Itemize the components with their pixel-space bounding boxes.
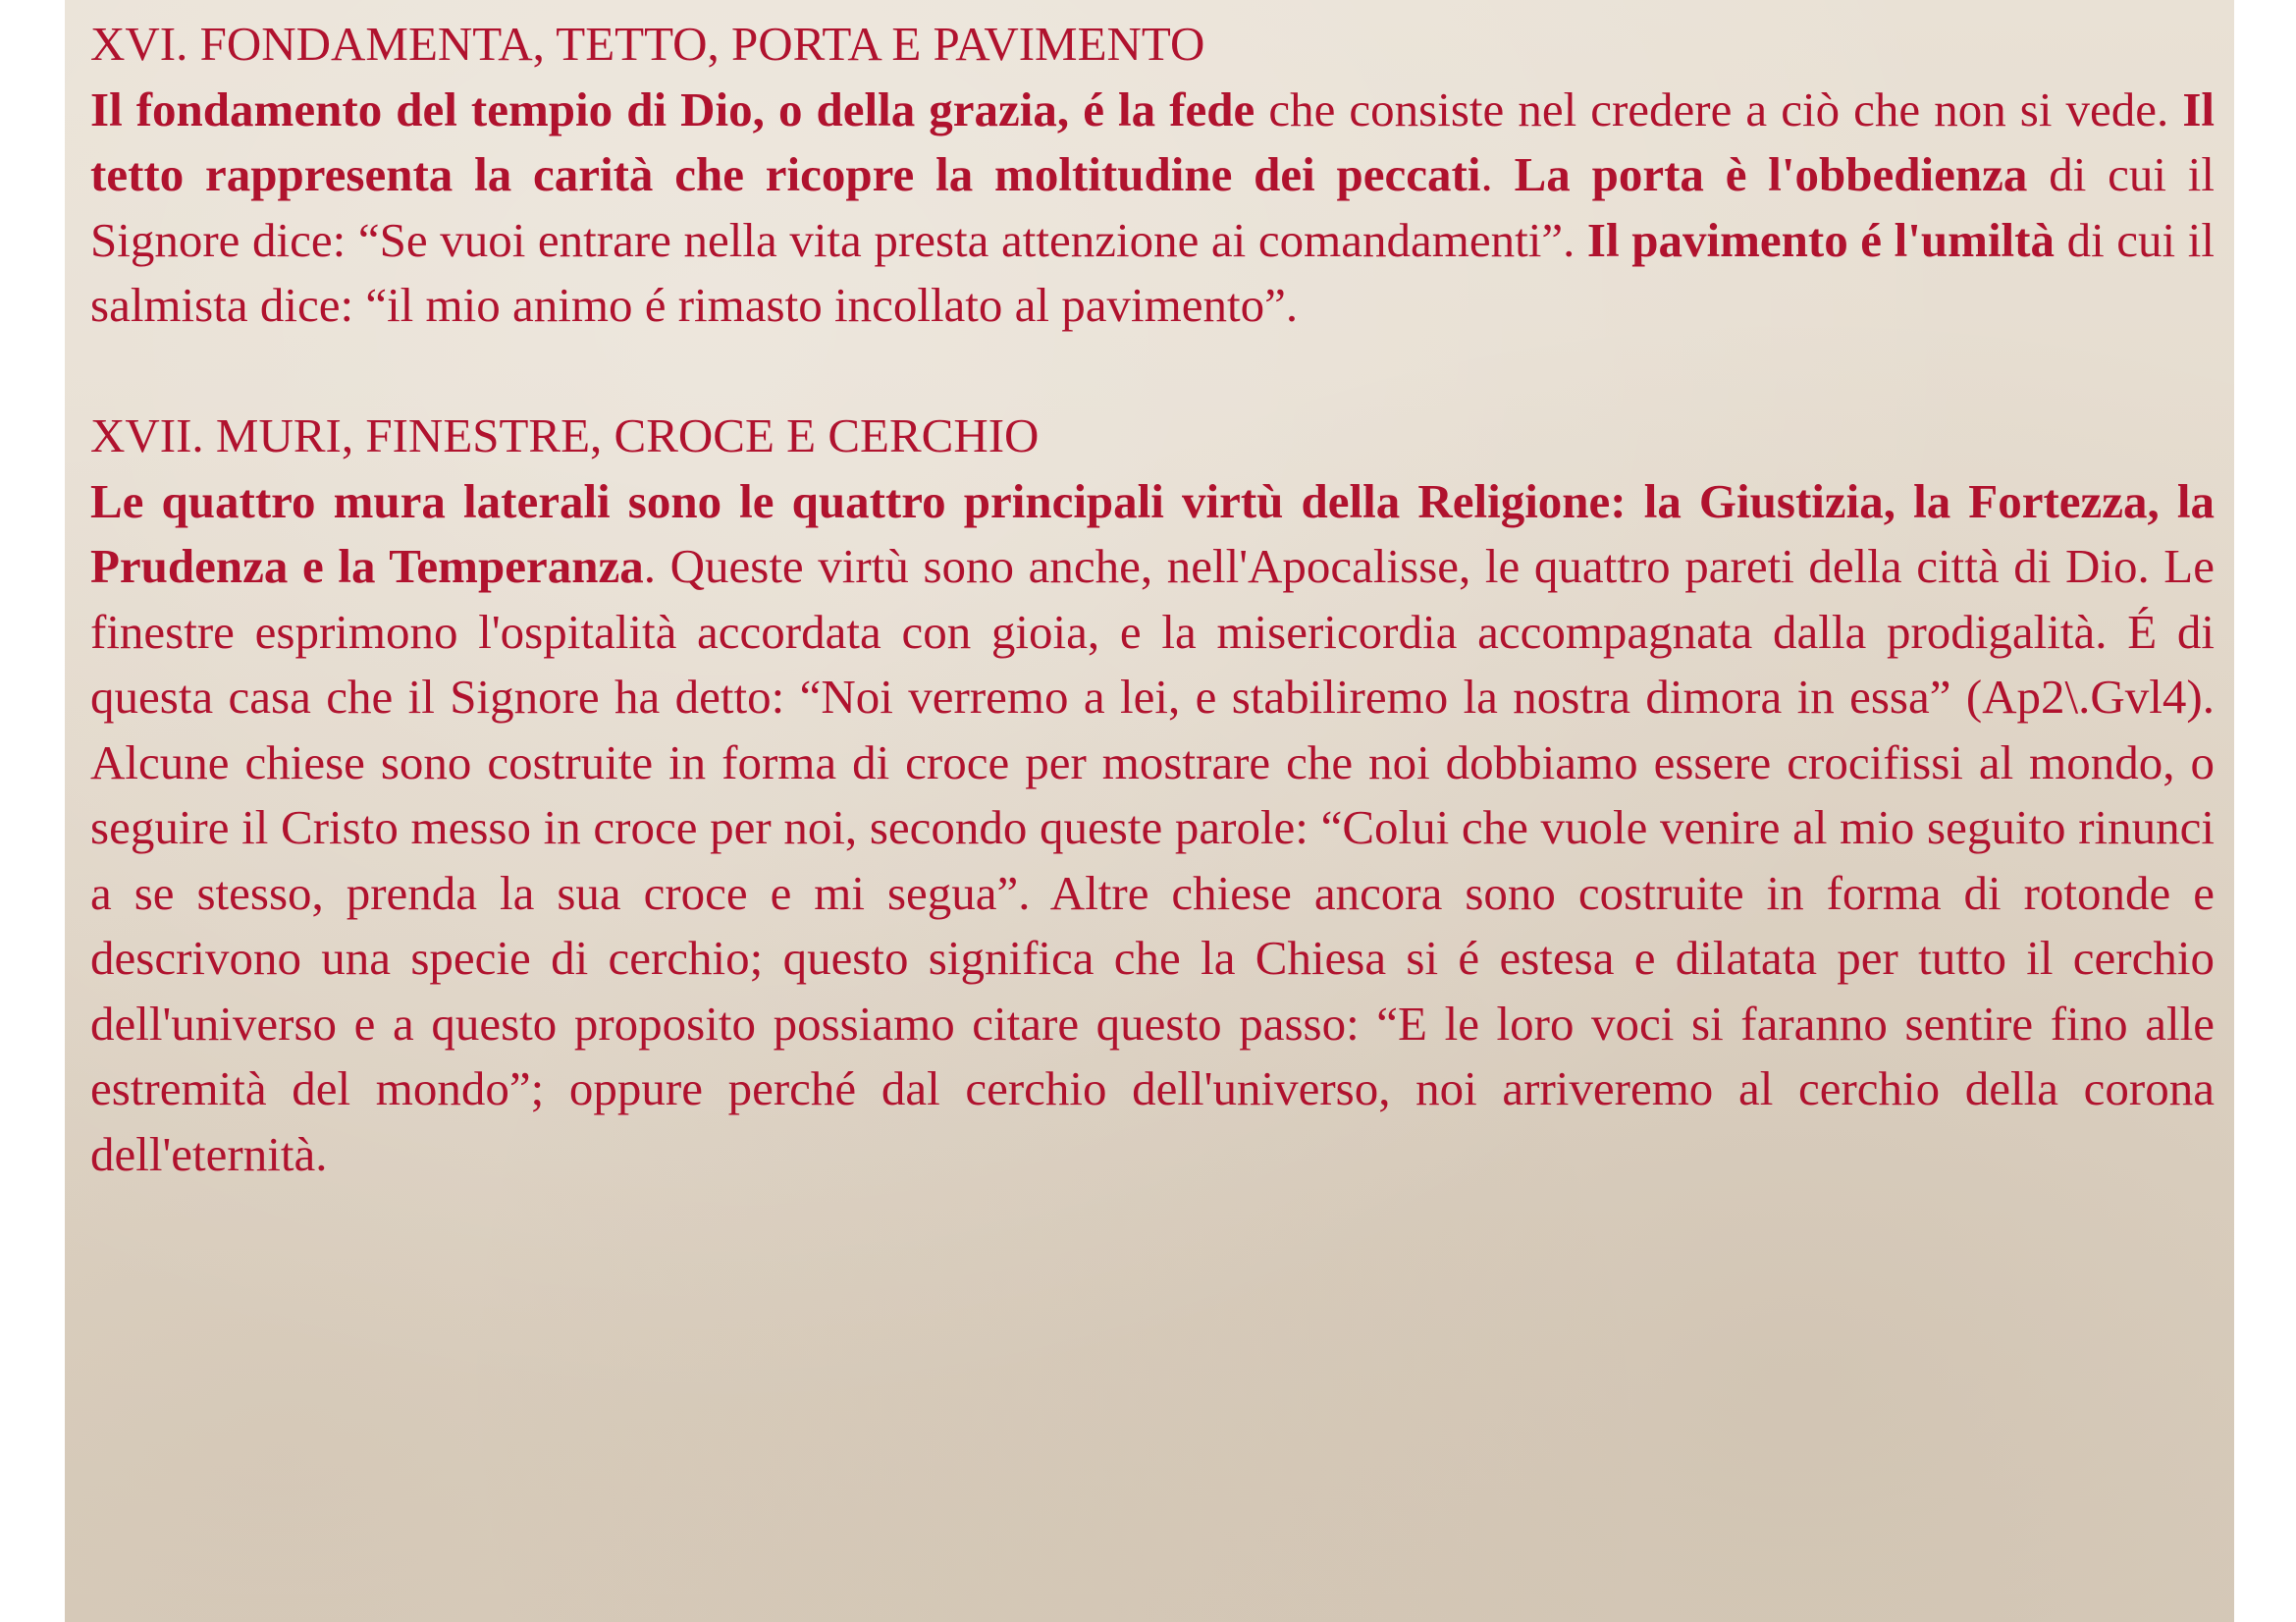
section-xvii <box>90 404 2215 1187</box>
parchment-page <box>65 0 2234 1622</box>
section-paragraph <box>90 78 2215 339</box>
text-run: di cui il Signore dice: “Se vuoi entrare nella vita presta attenzione ai comandamenti”. <box>90 147 2216 267</box>
section-paragraph <box>90 469 2215 1188</box>
bold-phrase: La porta è l'obbedienza <box>1514 147 2028 201</box>
bold-phrase: Il tetto rappresenta la carità che ricopre la moltitudine dei peccati <box>90 81 2215 201</box>
section-xvi <box>90 12 2215 339</box>
text-run: . Queste virtù sono anche, nell'Apocalisse, le quattro pareti della città di Dio. Le finestre esprimono l'ospitalità accordata con gioia, e la misericordia accompagnata dalla prodigalità. É di questa casa che il Signore ha detto: “Noi verremo a lei, e stabiliremo la nostra dimora in essa” (Ap2\.Gvl4). Alcune chiese sono costruite in forma di croce per mostrare che noi dobbiamo essere crocifissi al mondo, o seguire il Cristo messo in croce per noi, secondo queste parole: “Colui che vuole venire al mio seguito rinunci a se stesso, prenda la sua croce e mi segua”. Altre chiese ancora sono costruite in forma di rotonde e descrivono una specie di cerchio; questo significa che la Chiesa si é estesa e dilatata per tutto il cerchio dell'universo e a questo proposito possiamo citare questo passo: “E le loro voci si faranno sentire fino alle estremità del mondo”; oppure perché dal cerchio dell'universo, noi arriveremo al cerchio della corona dell'eternità. <box>90 539 2215 1181</box>
bold-phrase: Il pavimento é l'umiltà <box>1586 212 2055 267</box>
section-heading: XVII. MURI, FINESTRE, CROCE E CERCHIO <box>90 408 1040 462</box>
bold-phrase: Il fondamento del tempio di Dio, o della grazia, é la fede <box>90 81 1255 136</box>
document-text <box>90 12 2215 1187</box>
paragraph-spacer <box>90 339 2215 405</box>
text-run: di cui il salmista dice: “il mio animo é rimasto incollato al pavimento”. <box>90 212 2215 332</box>
bold-phrase: Le quattro mura laterali sono le quattro principali virtù della Religione: la Giustizia, la Fortezza, la Prudenza e la Temperanza <box>90 473 2215 593</box>
section-heading: XVI. FONDAMENTA, TETTO, PORTA E PAVIMENTO <box>90 17 1205 71</box>
text-run: che consiste nel credere a ciò che non si vede. <box>1255 81 2183 136</box>
text-run: . <box>1480 147 1515 201</box>
